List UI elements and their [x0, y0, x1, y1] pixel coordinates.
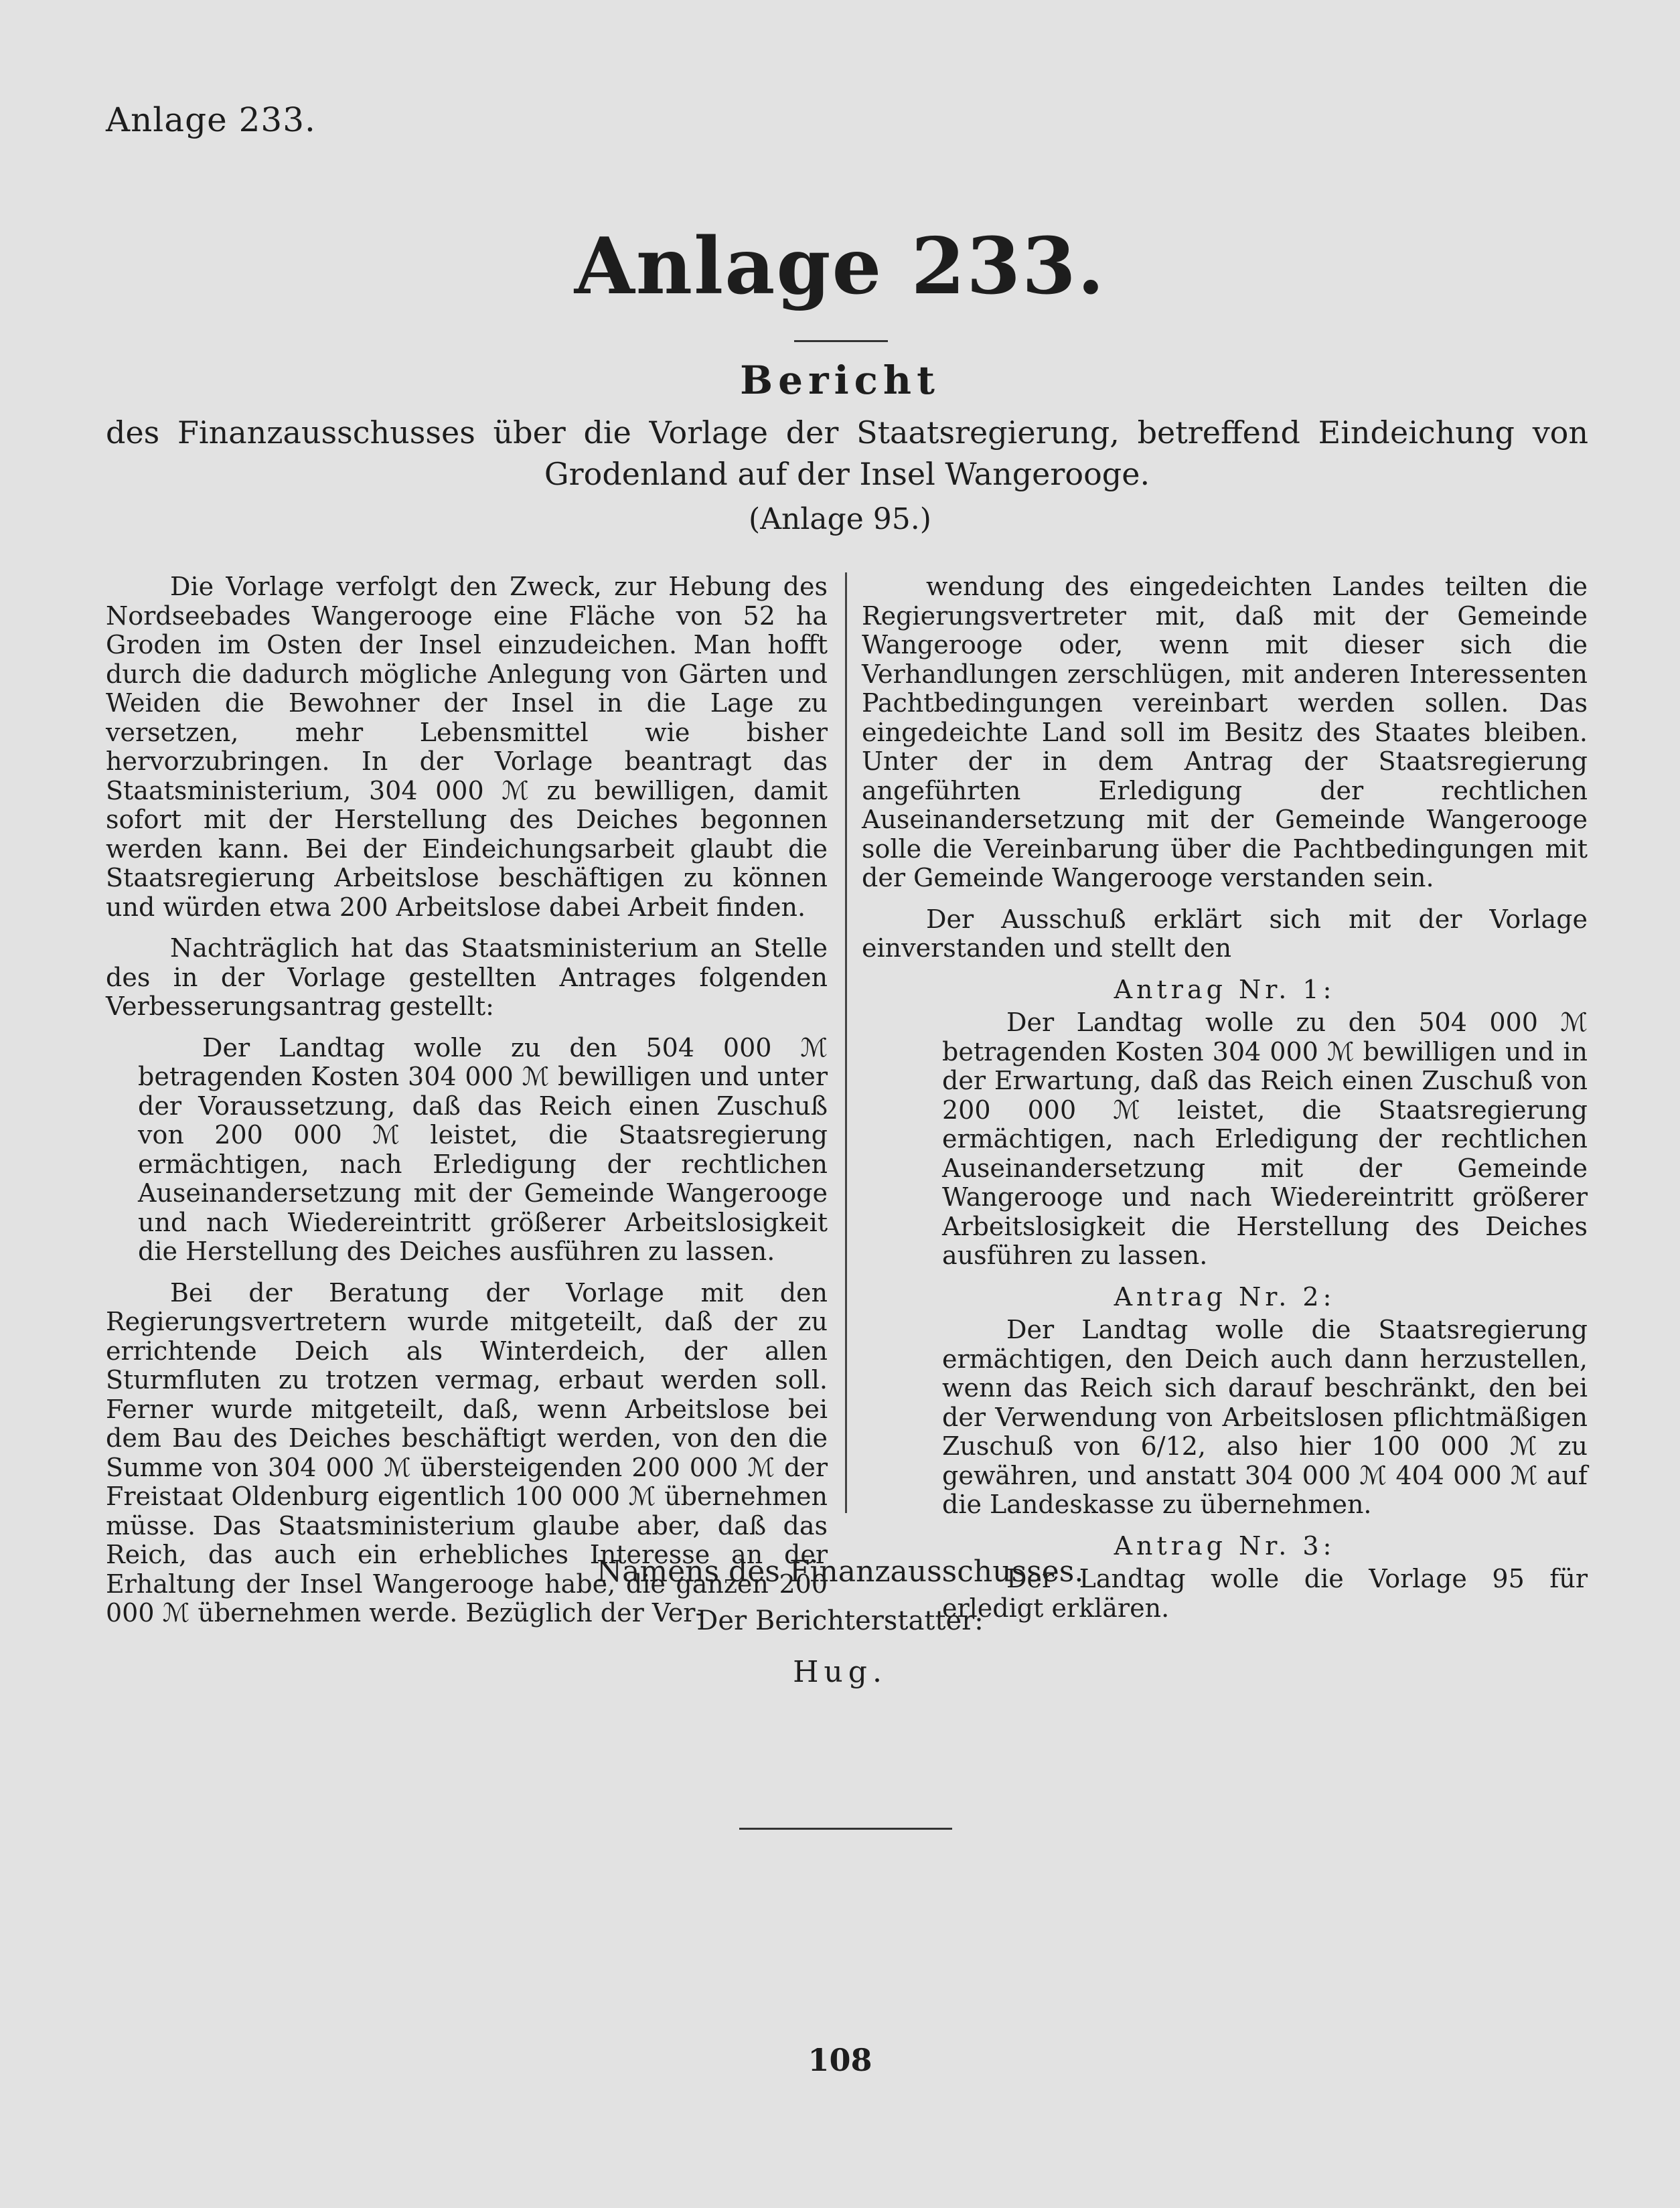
report-subtitle: des Finanzausschusses über die Vorlage der Staatsregierung, betreffend Eindeichung von Grodenland auf der Insel Wangerooge. — [106, 414, 1588, 492]
right-column — [862, 572, 1588, 1635]
left-column — [106, 572, 828, 1640]
antrag-2-text: Der Landtag wolle die Staatsregierung ermächtigen, den Deich auch dann herzustellen, wenn das Reich sich darauf beschränkt, den bei der Verwendung von Arbeitslosen pflichtmäßigen Zuschuß von 6/12, also hier 100 000 ℳ zu gewähren, und anstatt 304 000 ℳ 404 000 ℳ auf die Landeskasse zu übernehmen. — [942, 1315, 1588, 1519]
end-rule — [739, 1828, 952, 1830]
running-head: Anlage 233. — [106, 100, 316, 139]
right-paragraph-2: Der Ausschuß erklärt sich mit der Vorlage einverstanden und stellt den — [862, 904, 1588, 963]
antrag-1-text: Der Landtag wolle zu den 504 000 ℳ betragenden Kosten 304 000 ℳ bewilligen und in der Erwartung, daß das Reich einen Zuschuß von 200 000 ℳ leistet, die Staatsregierung ermächtigen, nach Erledigung der rechtlichen Auseinandersetzung mit der Gemeinde Wangerooge und nach Wiedereintritt größerer Arbeitslosigkeit die Herstellung des Deiches ausführen zu lassen. — [942, 1008, 1588, 1270]
amendment-motion: Der Landtag wolle zu den 504 000 ℳ betragenden Kosten 304 000 ℳ bewilligen und unter der Voraussetzung, daß das Reich einen Zuschuß von 200 000 ℳ leistet, die Staatsregierung ermächtigen, nach Erledigung der rechtlichen Auseinandersetzung mit der Gemeinde Wangerooge und nach Wiedereintritt größerer Arbeitslosigkeit die Herstellung des Deiches ausführen zu lassen. — [138, 1032, 828, 1266]
left-paragraph-1: Die Vorlage verfolgt den Zweck, zur Hebung des Nordseebades Wangerooge eine Fläche von 52 ha Groden im Osten der Insel einzudeichen. Man hofft durch die dadurch mögliche Anlegung von Gärten und Weiden die Bewohner der Insel in die Lage zu versetzen, mehr Lebensmittel wie bisher hervorzubringen. In der Vorlage beantragt das Staatsministerium, 304 000 ℳ zu bewilligen, damit sofort mit der Herstellung des Deiches begonnen werden kann. Bei der Eindeichungsarbeit glaubt die Staatsregierung Arbeitslose beschäftigen zu können und würden etwa 200 Arbeitslose dabei Arbeit finden. — [106, 572, 828, 922]
antrag-3-text: Der Landtag wolle die Vorlage 95 für erledigt erklären. — [942, 1564, 1588, 1623]
antrag-2-label: Antrag Nr. 2: — [1114, 1281, 1336, 1312]
report-heading: Bericht — [740, 358, 940, 403]
left-paragraph-3: Bei der Beratung der Vorlage mit den Regierungsvertretern wurde mitgeteilt, daß der zu errichtende Deich als Winterdeich, der allen Sturmfluten zu trotzen vermag, erbaut werden soll. Ferner wurde mitgeteilt, daß, wenn Arbeitslose bei dem Bau des Deiches beschäftigt werden, von den die Summe von 304 000 ℳ übersteigenden 200 000 ℳ der Freistaat Oldenburg eigentlich 100 000 ℳ übernehmen müsse. Das Staatsministerium glaube aber, daß das Reich, das auch ein erhebliches Interesse an der Erhaltung der Insel Wangerooge habe, die ganzen 200 000 ℳ übernehmen werde. Bezüglich der Ver- — [106, 1277, 828, 1628]
page-number: 108 — [808, 2042, 872, 2078]
reference-note: (Anlage 95.) — [749, 502, 931, 536]
antrag-1-label: Antrag Nr. 1: — [1114, 974, 1336, 1004]
column-divider — [845, 572, 847, 1513]
left-paragraph-2: Nachträglich hat das Staatsministerium an Stelle des in der Vorlage gestellten Antrages folgenden Verbesserungsantrag gestellt: — [106, 933, 828, 1021]
antrag-3-label: Antrag Nr. 3: — [1114, 1530, 1336, 1561]
right-paragraph-1: wendung des eingedeichten Landes teilten die Regierungsvertreter mit, daß mit der Gemeinde Wangerooge oder, wenn mit dieser sich die Verhandlungen zerschlügen, mit anderen Interessenten Pachtbedingungen vereinbart werden sollen. Das eingedeichte Land soll im Besitz des Staates bleiben. Unter der in dem Antrag der Staatsregierung angeführten Erledigung der rechtlichen Auseinandersetzung mit der Gemeinde Wangerooge solle die Vereinbarung über die Pachtbedingungen mit der Gemeinde Wangerooge verstanden sein. — [862, 572, 1588, 892]
signature-name: Hug. — [793, 1655, 887, 1689]
page-title: Anlage 233. — [574, 221, 1106, 312]
signature-committee: Namens des Finanzausschusses. — [596, 1555, 1084, 1589]
signature-role: Der Berichterstatter: — [696, 1605, 984, 1636]
title-rule — [794, 340, 888, 342]
